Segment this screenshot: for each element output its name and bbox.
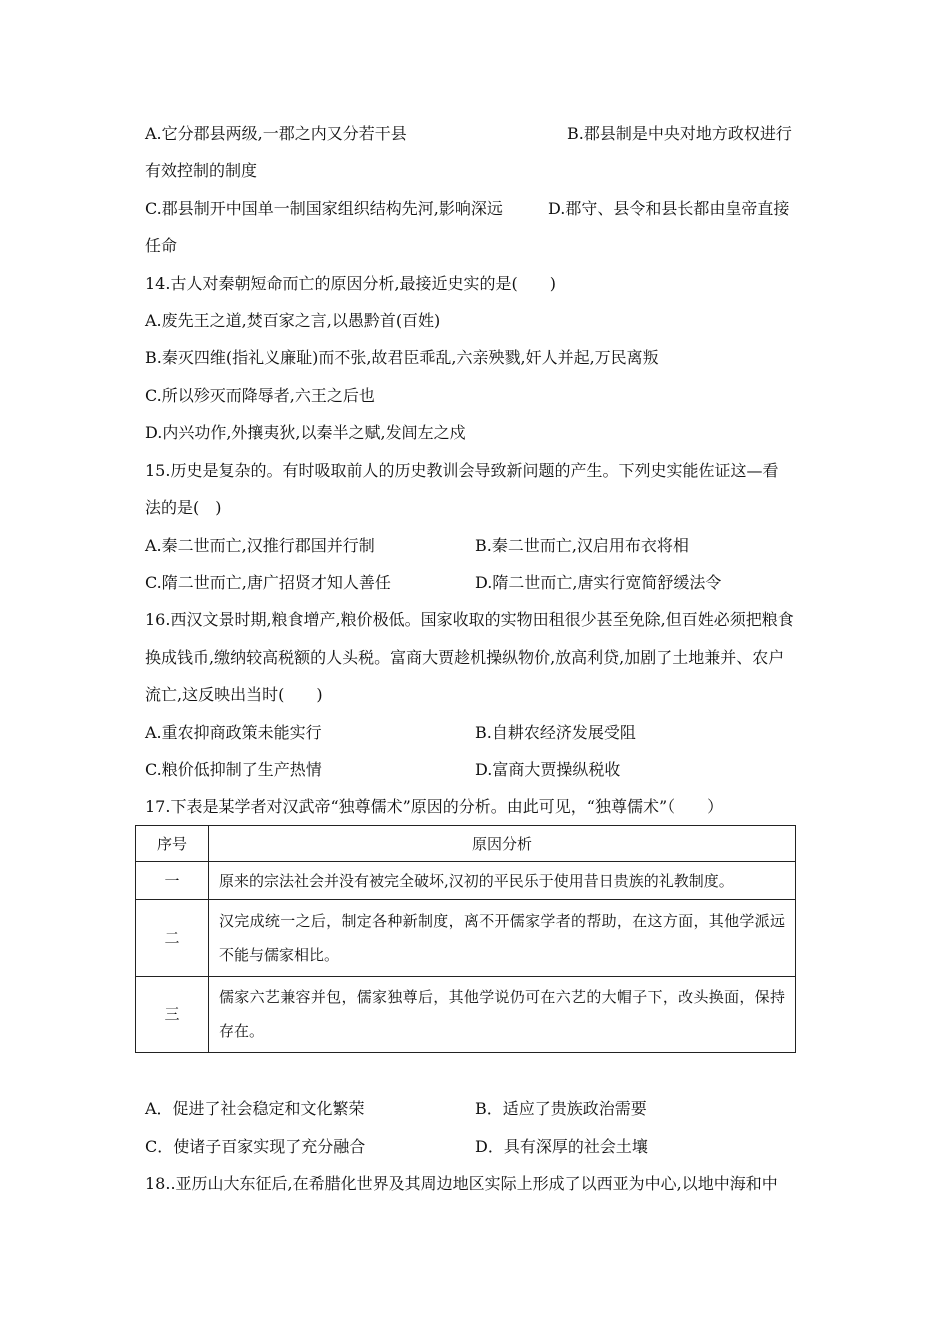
q15-option-b: B.秦二世而亡,汉启用布衣将相 xyxy=(475,536,689,555)
q17-option-d: D．具有深厚的社会土壤 xyxy=(475,1137,648,1156)
analysis-table xyxy=(135,825,796,1053)
q16-option-d: D.富商大贾操纵税收 xyxy=(475,760,621,779)
q14-option-b: B.秦灭四维(指礼义廉耻)而不张,故君臣乖乱,六亲殃戮,奸人并起,万民离叛 xyxy=(145,348,659,367)
table-row-num: 一 xyxy=(136,862,209,900)
q17-option-c: C．使诸子百家实现了充分融合 xyxy=(145,1137,366,1156)
q15-stem-cont: 法的是( ) xyxy=(145,498,222,517)
q18-stem: 18..亚历山大东征后,在希腊化世界及其周边地区实际上形成了以西亚为中心,以地中海和中 xyxy=(145,1174,778,1193)
table-row-text: 原来的宗法社会并没有被完全破坏,汉初的平民乐于使用昔日贵族的礼教制度。 xyxy=(209,862,796,900)
q13-option-b-cont: 有效控制的制度 xyxy=(145,161,258,180)
q17-stem: 17.下表是某学者对汉武帝“独尊儒术”原因的分析。由此可见，“独尊儒术”（ ） xyxy=(145,797,724,816)
q14-option-c: C.所以殄灭而降辱者,六王之后也 xyxy=(145,386,375,405)
table-row-num: 二 xyxy=(136,900,209,976)
q13-option-a: A.它分郡县两级,一郡之内又分若干县 xyxy=(145,124,407,143)
q16-option-b: B.自耕农经济发展受阻 xyxy=(475,723,636,742)
q16-stem: 16.西汉文景时期,粮食增产,粮价极低。国家收取的实物田租很少甚至免除,但百姓必须把粮食 xyxy=(145,610,794,629)
q16-stem-cont1: 换成钱币,缴纳较高税额的人头税。富商大贾趁机操纵物价,放高利贷,加剧了土地兼并、农户 xyxy=(145,648,785,667)
q13-option-d-cont: 任命 xyxy=(145,236,178,255)
q15-option-a: A.秦二世而亡,汉推行郡国并行制 xyxy=(145,536,375,555)
q14-stem: 14.古人对秦朝短命而亡的原因分析,最接近史实的是( ) xyxy=(145,274,557,293)
table-header-num: 序号 xyxy=(136,826,209,862)
q13-option-b: B.郡县制是中央对地方政权进行 xyxy=(567,124,792,143)
table-row-num: 三 xyxy=(136,976,209,1052)
table-row xyxy=(136,976,796,1052)
table-row xyxy=(136,862,796,900)
table-header-row xyxy=(136,826,796,862)
q15-option-d: D.隋二世而亡,唐实行宽简舒缓法令 xyxy=(475,573,722,592)
table-row-text: 汉完成统一之后，制定各种新制度，离不开儒家学者的帮助，在这方面，其他学派远不能与儒家相比。 xyxy=(209,900,796,976)
q15-option-c: C.隋二世而亡,唐广招贤才知人善任 xyxy=(145,573,391,592)
table-row-text: 儒家六艺兼容并包，儒家独尊后，其他学说仍可在六艺的大帽子下，改头换面，保持存在。 xyxy=(209,976,796,1052)
q17-option-a: A．促进了社会稳定和文化繁荣 xyxy=(145,1099,365,1118)
q15-stem: 15.历史是复杂的。有时吸取前人的历史教训会导致新问题的产生。下列史实能佐证这—看 xyxy=(145,461,779,480)
table-row xyxy=(136,900,796,976)
q13-option-c: C.郡县制开中国单一制国家组织结构先河,影响深远 xyxy=(145,199,503,218)
q13-option-d: D.郡守、县令和县长都由皇帝直接 xyxy=(548,199,790,218)
q14-option-d: D.内兴功作,外攘夷狄,以秦半之赋,发闾左之戍 xyxy=(145,423,466,442)
q16-stem-cont2: 流亡,这反映出当时( ) xyxy=(145,685,323,704)
q16-option-c: C.粮价低抑制了生产热情 xyxy=(145,760,322,779)
q14-option-a: A.废先王之道,焚百家之言,以愚黔首(百姓) xyxy=(145,311,441,330)
q17-option-b: B．适应了贵族政治需要 xyxy=(475,1099,647,1118)
q16-option-a: A.重农抑商政策未能实行 xyxy=(145,723,322,742)
table-header-analysis: 原因分析 xyxy=(209,826,796,862)
